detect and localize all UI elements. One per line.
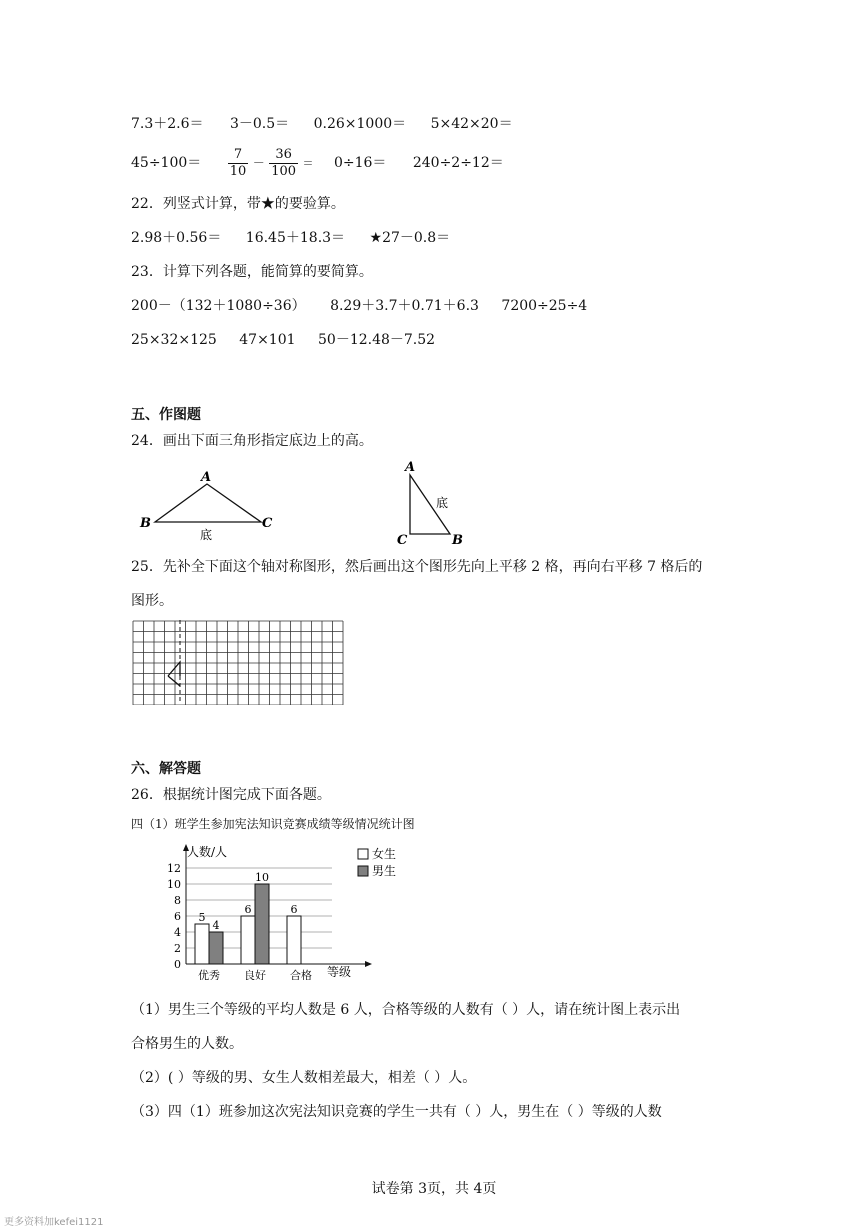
- y-axis-label: 人数/人: [187, 845, 228, 859]
- legend-swatch-boys: [358, 866, 368, 876]
- y-tick-label: 6: [174, 910, 181, 923]
- q26-part1-line1: （1）男生三个等级的平均人数是 6 人，合格等级的人数有（ ）人，请在统计图上表示出: [131, 1002, 681, 1018]
- q21-item: 0÷16＝: [333, 155, 387, 171]
- q23-title: 23．计算下列各题，能简算的要简算。: [131, 264, 373, 280]
- bar-value-label: 6: [244, 903, 252, 916]
- q23-row2: [131, 330, 435, 350]
- bar-value-label: 5: [198, 911, 206, 924]
- vertex-c-label: C: [262, 516, 273, 531]
- legend-label-boys: 男生: [372, 864, 397, 878]
- q22-item: 2.98＋0.56＝: [131, 230, 222, 246]
- q26-title: 26．根据统计图完成下面各题。: [131, 787, 331, 803]
- q26-part1-line2: 合格男生的人数。: [131, 1036, 243, 1052]
- q23-item: 25×32×125: [131, 332, 217, 348]
- bar: [241, 916, 255, 964]
- bar-value-label: 4: [212, 919, 220, 932]
- q22-item: ★27－0.8＝: [369, 230, 451, 246]
- equals-sign: ＝: [302, 157, 314, 170]
- partial-figure: [168, 662, 180, 676]
- bar: [287, 916, 301, 964]
- category-label: 合格: [290, 969, 312, 980]
- fraction-36-100: $\frac{36}{100}$: [271, 146, 297, 179]
- base-label: 底: [436, 496, 449, 510]
- chart-bars: [195, 884, 301, 964]
- q22-title: 22．列竖式计算，带★的要验算。: [131, 196, 345, 212]
- bar-value-label: 6: [290, 903, 298, 916]
- legend-label-girls: 女生: [372, 847, 397, 861]
- q21-item: 0.26×1000＝: [313, 116, 407, 132]
- q25-line2: 图形。: [131, 593, 173, 609]
- y-tick-label: 0: [174, 958, 181, 971]
- bar-chart: [150, 840, 450, 980]
- chart-title: 四（1）班学生参加宪法知识竞赛成绩等级情况统计图: [131, 817, 415, 831]
- y-tick-label: 12: [167, 862, 181, 875]
- q24-title: 24．画出下面三角形指定底边上的高。: [131, 433, 373, 449]
- q23-item: 200－（132＋1080÷36）: [131, 298, 306, 314]
- q23-item: 50－12.48－7.52: [318, 332, 436, 348]
- q23-item: 47×101: [239, 332, 296, 348]
- bar: [209, 932, 223, 964]
- section-6-title: 六、解答题: [131, 761, 201, 777]
- y-tick-label: 4: [174, 926, 181, 939]
- q26-part3: （3）四（1）班参加这次宪法知识竞赛的学生一共有（ ）人，男生在（ ）等级的人数: [131, 1104, 662, 1120]
- q25-line1: 25．先补全下面这个轴对称图形，然后画出这个图形先向上平移 2 格，再向右平移 7 格后的: [131, 559, 703, 575]
- q22-item: 16.45＋18.3＝: [245, 230, 346, 246]
- q21-item: 240÷2÷12＝: [412, 155, 504, 171]
- watermark: 更多资料加kefei1121: [4, 1217, 104, 1228]
- q21-item: 5×42×20＝: [430, 116, 513, 132]
- legend-swatch-girls: [358, 849, 368, 859]
- vertex-b-label: B: [452, 533, 463, 548]
- q21-item: 3－0.5＝: [229, 116, 290, 132]
- q25-grid: [132, 620, 347, 705]
- partial-figure-lower: [168, 676, 180, 686]
- q23-item: 8.29＋3.7＋0.71＋6.3: [330, 298, 479, 314]
- minus-sign: －: [252, 156, 265, 170]
- q22-items: [131, 228, 450, 248]
- q21-item: 7.3＋2.6＝: [131, 116, 204, 132]
- bar-value-label: 10: [255, 871, 269, 884]
- triangle-1-shape: [155, 484, 261, 522]
- q24-triangles: [0, 460, 868, 550]
- category-label: 优秀: [198, 969, 220, 980]
- base-label: 底: [200, 528, 213, 542]
- category-label: 良好: [244, 969, 266, 980]
- legend: [358, 846, 396, 878]
- bar: [195, 924, 209, 964]
- q23-row1: [131, 296, 587, 316]
- triangle-obtuse: [139, 470, 273, 542]
- vertex-a-label: A: [201, 470, 212, 485]
- triangle-right: [397, 460, 463, 548]
- bar: [255, 884, 269, 964]
- vertex-c-label: C: [397, 533, 408, 548]
- fraction-7-10: $\frac{7}{10}$: [229, 146, 247, 179]
- x-axis-arrow: [365, 961, 372, 967]
- q21-item: 45÷100＝: [131, 155, 202, 171]
- page-footer: 试卷第 3页，共 4页: [371, 1181, 497, 1197]
- q23-item: 7200÷25÷4: [501, 298, 588, 314]
- y-tick-label: 8: [174, 894, 181, 907]
- y-tick-label: 10: [167, 878, 181, 891]
- vertex-b-label: B: [140, 516, 151, 531]
- section-5-title: 五、作图题: [131, 407, 201, 423]
- y-tick-label: 2: [174, 942, 181, 955]
- x-axis-label: 等级: [327, 965, 352, 979]
- q26-part2: （2）( ）等级的男、女生人数相差最大，相差（ ）人。: [131, 1070, 477, 1086]
- q21-row2: [131, 145, 504, 182]
- q21-row1: [131, 114, 513, 134]
- vertex-a-label: A: [405, 460, 416, 475]
- grid-lines: [133, 621, 343, 705]
